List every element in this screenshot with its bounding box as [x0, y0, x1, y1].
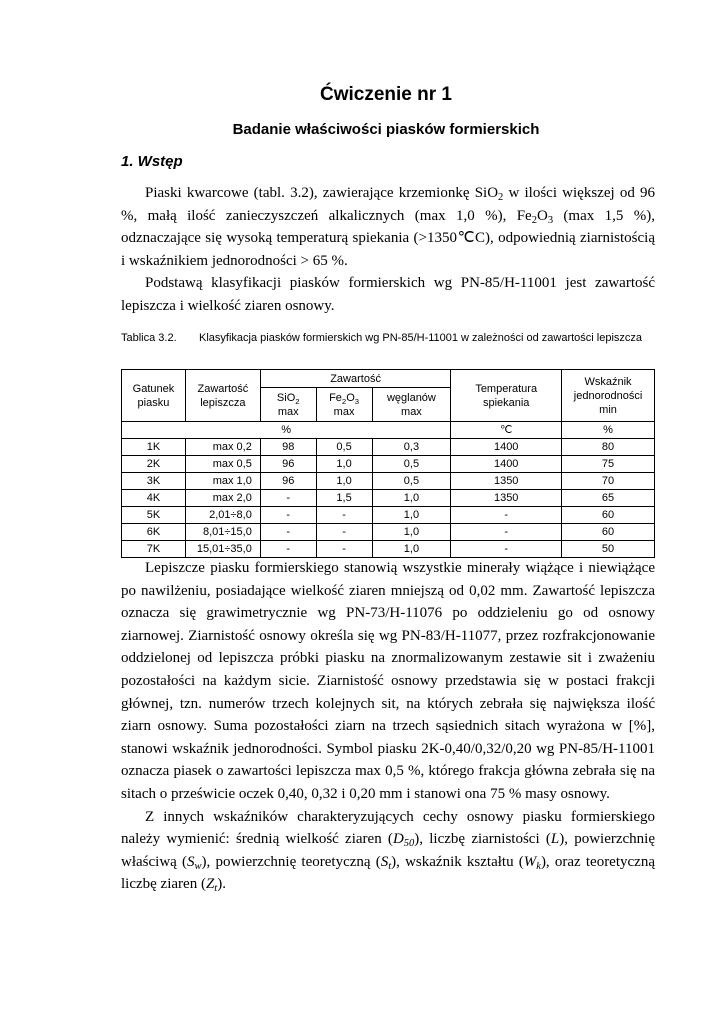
- cell-carbonates: 1,0: [372, 490, 451, 507]
- cell-sio2: 96: [260, 473, 316, 490]
- cell-temperature: 1400: [451, 439, 562, 456]
- cell-temperature: -: [451, 507, 562, 524]
- table-row: [122, 524, 655, 541]
- cell-binder: max 2,0: [185, 490, 260, 507]
- cell-index: 65: [562, 490, 655, 507]
- body-text: [121, 557, 655, 896]
- cell-fe2o3: 1,0: [316, 473, 372, 490]
- cell-fe2o3: -: [316, 524, 372, 541]
- cell-carbonates: 0,5: [372, 456, 451, 473]
- header-temperature: Temperatura spiekania: [451, 370, 562, 422]
- header-content: Zawartość: [260, 370, 451, 388]
- cell-temperature: -: [451, 541, 562, 558]
- cell-carbonates: 1,0: [372, 524, 451, 541]
- cell-grade: 2K: [122, 456, 186, 473]
- header-carbonates: węglanów max: [372, 388, 451, 422]
- cell-temperature: 1350: [451, 473, 562, 490]
- cell-binder: 15,01÷35,0: [185, 541, 260, 558]
- cell-index: 80: [562, 439, 655, 456]
- intro-paragraph-1: Piaski kwarcowe (tabl. 3.2), zawierające krzemionkę SiO$_2$ w ilości większej od 96 %, małą ilość zanieczyszczeń alkalicznych (max 1,0 %), $Fe_2O_3$ (max 1,5 %), odznaczające się wysoką temperaturą spiekania (>1350℃C), odpowiednią ziarnistością i wskaźnikiem jednorodności > 65 %.: [121, 185, 656, 269]
- cell-sio2: -: [260, 524, 316, 541]
- cell-index: 75: [562, 456, 655, 473]
- cell-index: 50: [562, 541, 655, 558]
- intro-text: [121, 182, 655, 318]
- cell-temperature: -: [451, 524, 562, 541]
- header-sio2: SiO$_2$ max: [260, 388, 316, 422]
- page-subtitle: Badanie właściwości piasków formierskich: [232, 121, 540, 138]
- header-grade: Gatunek piasku: [122, 370, 186, 422]
- cell-fe2o3: 0,5: [316, 439, 372, 456]
- table-body: [122, 439, 655, 558]
- cell-index: 70: [562, 473, 655, 490]
- header-binder: Zawartość lepiszcza: [185, 370, 260, 422]
- cell-temperature: 1350: [451, 490, 562, 507]
- table-caption-text: Klasyfikacja piasków formierskich wg PN-85/H-11001 w zależności od zawartości lepiszcza: [199, 332, 643, 344]
- header-uniformity-index: Wskaźnik jednorodności min: [562, 370, 655, 422]
- table-row: [122, 456, 655, 473]
- cell-fe2o3: 1,0: [316, 456, 372, 473]
- cell-grade: 4K: [122, 490, 186, 507]
- cell-carbonates: 0,3: [372, 439, 451, 456]
- cell-sio2: -: [260, 490, 316, 507]
- cell-carbonates: 1,0: [372, 507, 451, 524]
- cell-fe2o3: 1,5: [316, 490, 372, 507]
- cell-grade: 5K: [122, 507, 186, 524]
- intro-paragraph-2: Podstawą klasyfikacji piasków formierskich wg PN-85/H-11001 jest zawartość lepiszcza i wielkość ziaren osnowy.: [121, 275, 655, 314]
- cell-grade: 6K: [122, 524, 186, 541]
- table-row: [122, 541, 655, 558]
- unit-index: %: [562, 422, 655, 439]
- cell-fe2o3: -: [316, 541, 372, 558]
- cell-index: 60: [562, 524, 655, 541]
- table-row: [122, 507, 655, 524]
- cell-sio2: 96: [260, 456, 316, 473]
- unit-percent: %: [122, 422, 451, 439]
- cell-temperature: 1400: [451, 456, 562, 473]
- cell-binder: max 1,0: [185, 473, 260, 490]
- cell-grade: 1K: [122, 439, 186, 456]
- cell-binder: 2,01÷8,0: [185, 507, 260, 524]
- body-paragraph-2: Z innych wskaźników charakteryzujących cechy osnowy piasku formierskiego należy wymienić: średnią wielkość ziaren $(D_{50})$, liczbę ziarnistości (L), powierzchnię właściwą $(S_w)$, powierzchnię teoretyczną $(S_t)$, wskaźnik kształtu $(W_k)$, oraz teoretyczną liczbę ziaren $(Z_t)$.: [121, 808, 655, 895]
- page-title: Ćwiczenie nr 1: [320, 84, 452, 105]
- cell-sio2: -: [260, 507, 316, 524]
- cell-carbonates: 1,0: [372, 541, 451, 558]
- header-fe2o3: $Fe_2O_3$ max: [316, 388, 372, 422]
- cell-sio2: -: [260, 541, 316, 558]
- table-row: [122, 473, 655, 490]
- cell-fe2o3: -: [316, 507, 372, 524]
- section-heading: 1. Wstęp: [121, 153, 183, 170]
- cell-sio2: 98: [260, 439, 316, 456]
- unit-temperature: ℃: [451, 422, 562, 439]
- table-row: [122, 490, 655, 507]
- cell-binder: max 0,2: [185, 439, 260, 456]
- table-row: [122, 439, 655, 456]
- cell-index: 60: [562, 507, 655, 524]
- body-paragraph-1: Lepiszcze piasku formierskiego stanowią wszystkie minerały wiążące i niewiążące po nawilżeniu, posiadające wielkość ziaren mniejszą od 0,02 mm. Zawartość lepiszcza oznacza się grawimetrycznie wg PN-73/H-11076 po oddzieleniu go od osnowy ziarnowej. Ziarnistość osnowy określa się wg PN-83/H-11077, przez rozfrakcjonowanie oddzielonej od lepiszcza próbki piasku na znormalizowanym zestawie sit i zważeniu pozostałości na każdym sicie. Ziarnistość osnowy przedstawia się w postaci frakcji głównej, tzn. numerów trzech kolejnych sit, na których zebrała się największa ilość ziarn osnowy. Suma pozostałości ziarn na trzech sąsiednich sitach wyrażona w [%], stanowi wskaźnik jednorodności. Symbol piasku 2K-0,40/0,32/0,20 wg PN-85/H-11001 oznacza piasek o zawartości lepiszcza max 0,5 %, którego frakcja główna zebrała się na sitach o prześwicie oczek 0,40, 0,32 i 0,20 mm i stanowi ona 75 % masy osnowy.: [121, 560, 655, 802]
- classification-table: [121, 369, 655, 558]
- cell-binder: max 0,5: [185, 456, 260, 473]
- cell-grade: 7K: [122, 541, 186, 558]
- cell-binder: 8,01÷15,0: [185, 524, 260, 541]
- cell-grade: 3K: [122, 473, 186, 490]
- cell-carbonates: 0,5: [372, 473, 451, 490]
- table-caption-label: Tablica 3.2.: [121, 332, 177, 344]
